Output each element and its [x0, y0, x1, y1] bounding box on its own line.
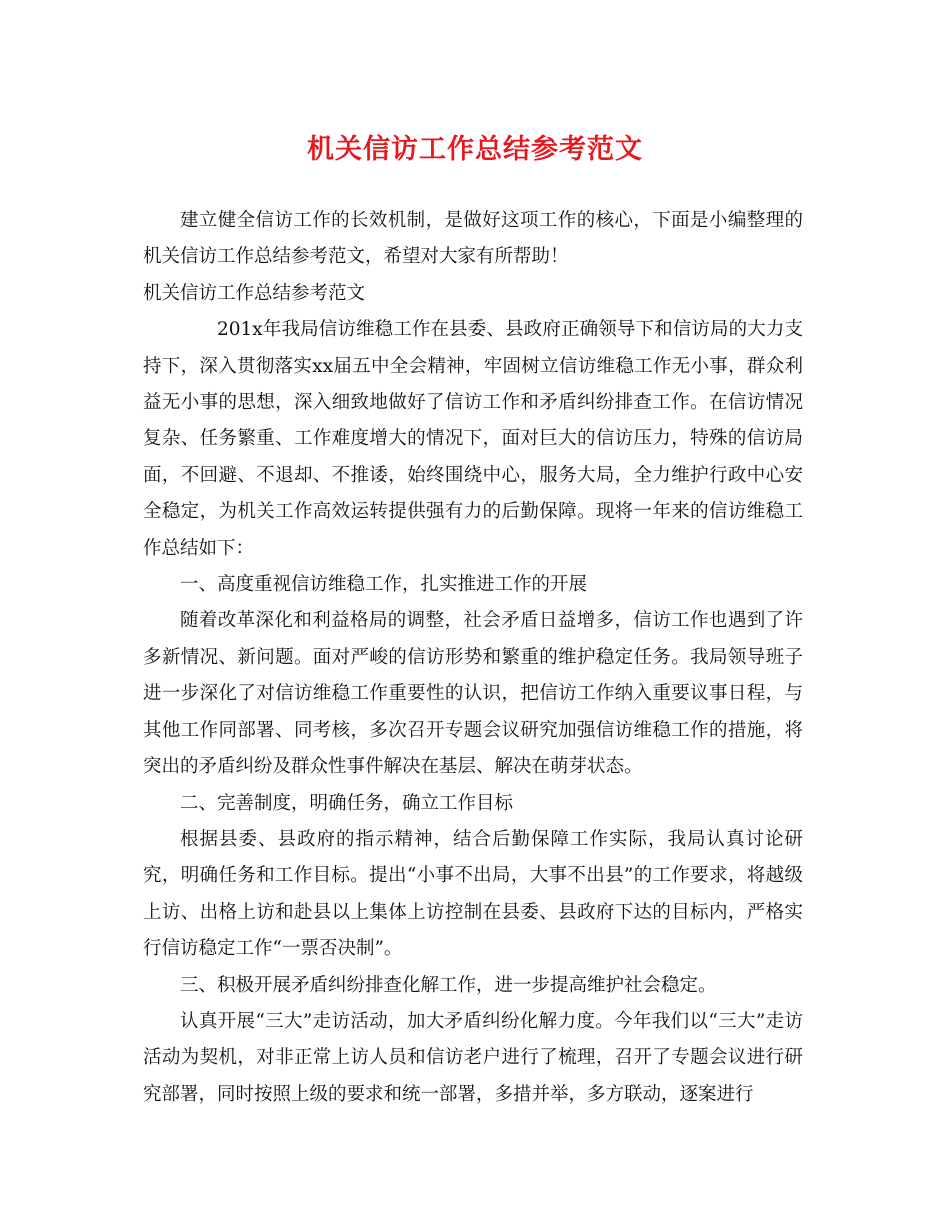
intro-paragraph: 建立健全信访工作的长效机制，是做好这项工作的核心，下面是小编整理的机关信访工作总结参考范文，希望对大家有所帮助！: [143, 210, 803, 268]
document-body: [143, 203, 803, 1113]
body-paragraph: 根据县委、县政府的指示精神，结合后勤保障工作实际，我局认真讨论研究，明确任务和工作目标。提出“小事不出局，大事不出县”的工作要求，将越级上访、出格上访和赴县以上集体上访控制在县委、县政府下达的目标内，严格实行信访稳定工作“一票否决制”。: [143, 828, 803, 960]
body-paragraph: 随着改革深化和利益格局的调整，社会矛盾日益增多，信访工作也遇到了许多新情况、新问题。面对严峻的信访形势和繁重的维护稳定任务。我局领导班子进一步深化了对信访维稳工作重要性的认识，把信访工作纳入重要议事日程，与其他工作同部署、同考核，多次召开专题会议研究加强信访维稳工作的措施，将突出的矛盾纠纷及群众性事件解决在基层、解决在萌芽状态。: [143, 610, 803, 778]
body-paragraph: 认真开展“三大”走访活动，加大矛盾纠纷化解力度。今年我们以“三大”走访活动为契机，对非正常上访人员和信访老户进行了梳理，召开了专题会议进行研究部署，同时按照上级的要求和统一部署，多措并举，多方联动，逐案进行: [143, 1010, 803, 1105]
heading-two: 二、完善制度，明确任务，确立工作目标: [180, 792, 514, 814]
document-title: 机关信访工作总结参考范文: [307, 134, 643, 165]
section-heading: 机关信访工作总结参考范文: [143, 282, 366, 304]
heading-one: 一、高度重视信访维稳工作，扎实推进工作的开展: [180, 574, 588, 596]
heading-three: 三、积极开展矛盾纠纷排查化解工作，进一步提高维护社会稳定。: [180, 974, 717, 996]
body-paragraph: 201x年我局信访维稳工作在县委、县政府正确领导下和信访局的大力支持下，深入贯彻落实xx届五中全会精神，牢固树立信访维稳工作无小事，群众利益无小事的思想，深入细致地做好了信访工作和矛盾纠纷排查工作。在信访情况复杂、任务繁重、工作难度增大的情况下，面对巨大的信访压力，特殊的信访局面，不回避、不退却、不推诿，始终围绕中心，服务大局，全力维护行政中心安全稳定，为机关工作高效运转提供强有力的后勤保障。现将一年来的信访维稳工作总结如下：: [143, 319, 803, 559]
